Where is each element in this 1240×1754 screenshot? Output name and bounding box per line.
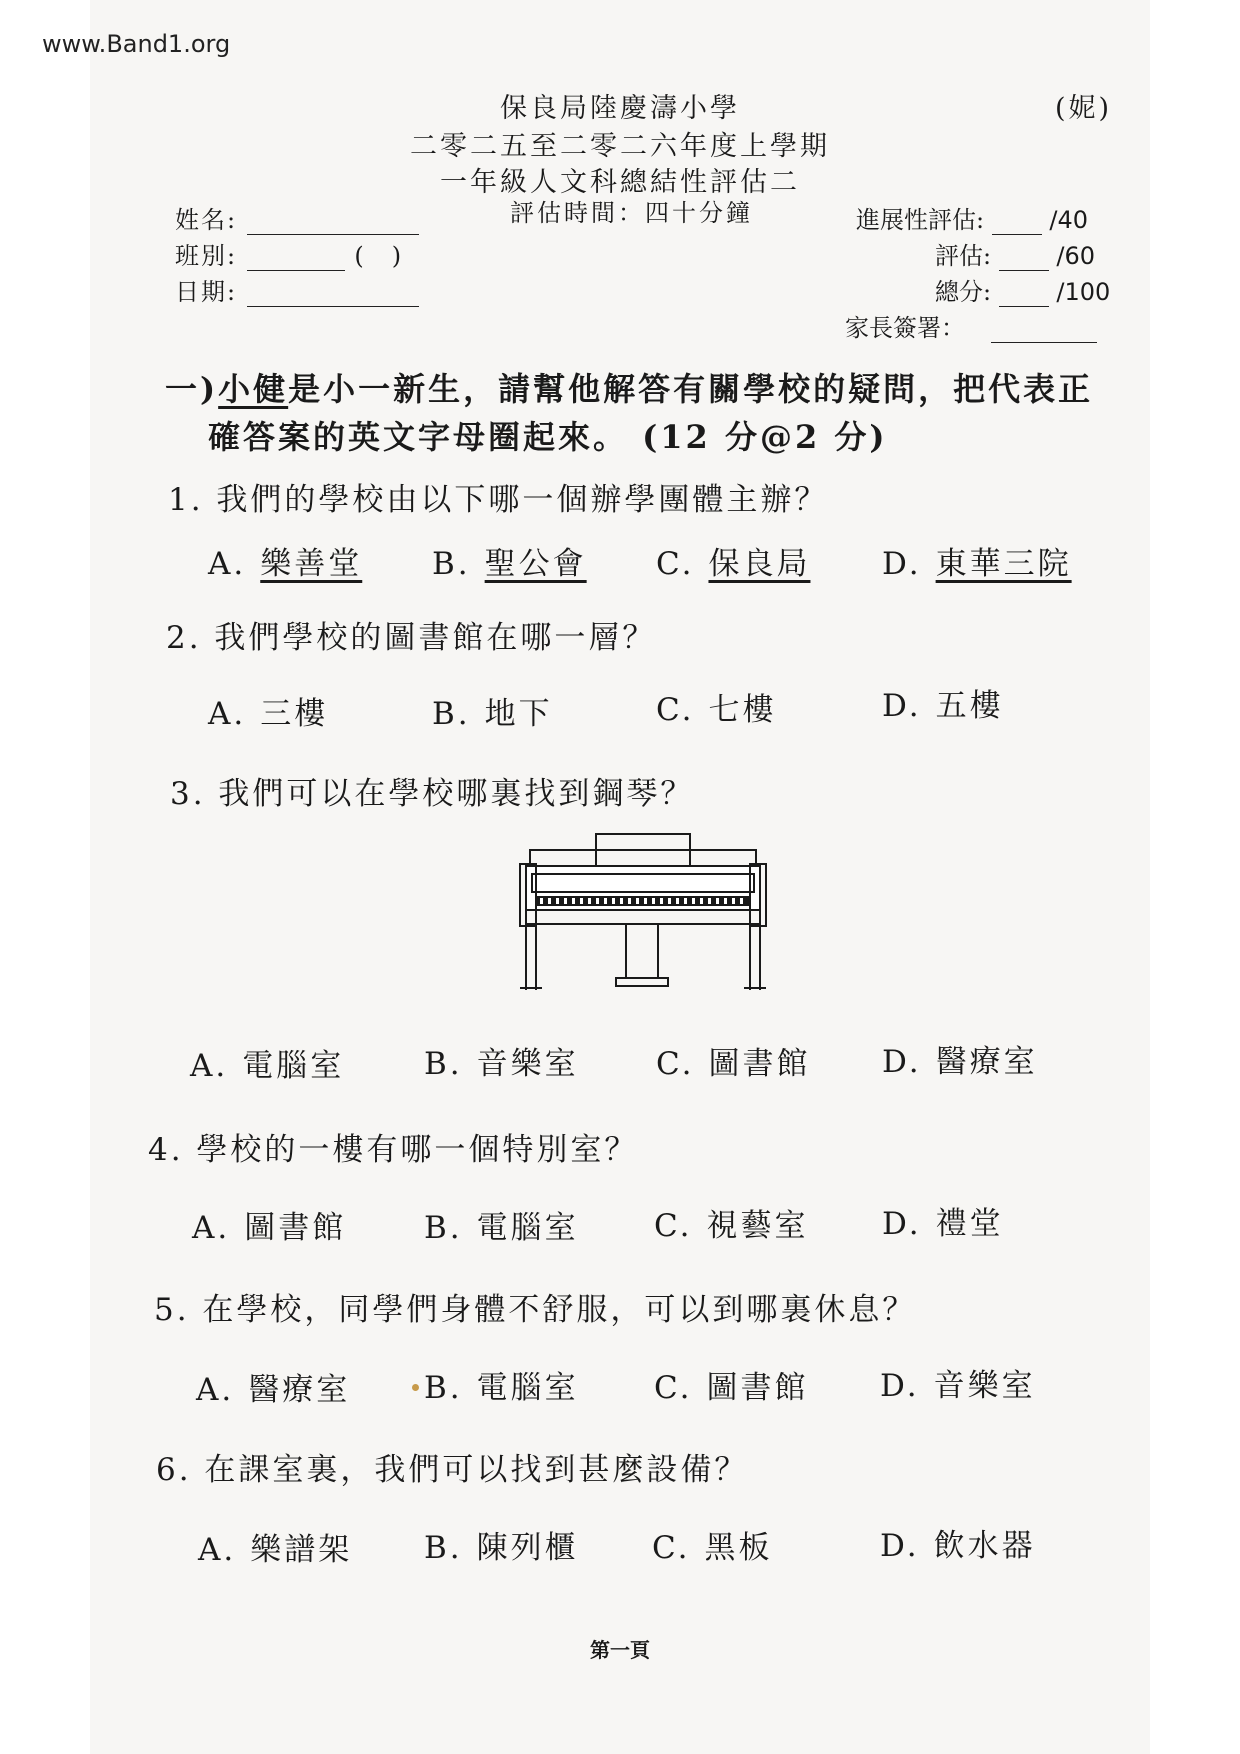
q2-option-b[interactable]: B. 地下 [432,696,553,732]
assessment-score [935,236,1095,271]
paper-tag: (妮) [1055,93,1113,124]
date-field [175,272,419,307]
q1-option-b[interactable]: B. 聖公會 [432,546,587,582]
q3-option-b[interactable]: B. 音樂室 [424,1046,579,1082]
assessment-line [999,244,1049,271]
q1-option-a[interactable]: A. 樂善堂 [208,546,363,582]
name-field [175,200,419,235]
q5-option-a[interactable]: A. 醫療室 [196,1372,351,1408]
section-instruction: 是小一新生，請幫他解答有關學校的疑問，把代表正 [288,370,1094,408]
school-name: 保良局陸慶濤小學 [500,93,740,124]
q2-option-c[interactable]: C. 七樓 [656,692,777,728]
progress-total: /40 [1049,206,1088,234]
question-1: 1. 我們的學校由以下哪一個辦學團體主辦？ [168,482,829,518]
class-field [175,236,403,271]
date-line [247,280,419,307]
question-2: 2. 我們學校的圖書館在哪一層？ [166,620,657,656]
question-3: 3. 我們可以在學校哪裏找到鋼琴？ [170,776,695,812]
class-number: ( ) [354,242,404,270]
signature-line [991,316,1097,343]
q6-option-a[interactable]: A. 樂譜架 [198,1532,353,1568]
q2-option-a[interactable]: A. 三樓 [208,696,329,732]
question-4: 4. 學校的一樓有哪一個特別室？ [148,1132,639,1168]
q6-option-c[interactable]: C. 黑板 [652,1530,773,1566]
piano-music-stand [596,834,690,870]
date-label: 日期: [175,278,238,306]
q2-option-d[interactable]: D. 五樓 [882,688,1004,724]
question-5: 5. 在學校，同學們身體不舒服，可以到哪裏休息？ [154,1292,917,1328]
q5-option-b[interactable]: B. 電腦室 [424,1370,579,1406]
progress-line [992,208,1042,235]
q4-option-a[interactable]: A. 圖書館 [192,1210,347,1246]
piano-top [530,850,756,866]
assessment-total: /60 [1056,242,1095,270]
q3-option-c[interactable]: C. 圖書館 [656,1046,811,1082]
page-number: 第一頁 [590,1638,650,1662]
piano-illustration [518,830,768,992]
progress-label: 進展性評估: [856,206,985,234]
assessment-label: 評估: [935,242,992,270]
q5-option-d[interactable]: D. 音樂室 [880,1368,1036,1404]
piano-leg-left [520,924,542,990]
section-number: 一) [165,370,219,408]
q5-option-c[interactable]: C. 圖書館 [654,1370,809,1406]
piano-leg-right [744,924,766,990]
class-line [247,244,345,271]
signature-label: 家長簽署： [845,314,965,342]
total-line [999,280,1049,307]
total-score [935,272,1110,307]
q3-option-d[interactable]: D. 醫療室 [882,1044,1038,1080]
question-6: 6. 在課室裏，我們可以找到甚麼設備？ [156,1452,749,1488]
progress-score [856,200,1088,235]
section-heading [165,364,1093,410]
exam-subject: 一年級人文科總結性評估二 [440,167,800,198]
q4-option-b[interactable]: B. 電腦室 [424,1210,579,1246]
parent-signature [845,308,1097,343]
q4-option-c[interactable]: C. 視藝室 [654,1208,809,1244]
total-label: 總分: [935,278,992,306]
total-total: /100 [1056,278,1111,306]
class-label: 班別: [175,242,238,270]
q1-option-d[interactable]: D. 東華三院 [882,546,1072,582]
watermark: www.Band1.org [42,30,231,58]
q6-option-d[interactable]: D. 飲水器 [880,1528,1036,1564]
piano-pedal-lyre [616,924,668,986]
stray-mark [412,1384,419,1391]
q6-option-b[interactable]: B. 陳列櫃 [424,1530,579,1566]
q4-option-d[interactable]: D. 禮堂 [882,1206,1004,1242]
q3-option-a[interactable]: A. 電腦室 [190,1048,345,1084]
q1-option-c[interactable]: C. 保良局 [656,546,811,582]
name-line [247,208,419,235]
student-name: 小健 [218,370,289,408]
exam-duration: 評估時間：四十分鐘 [510,199,753,227]
name-label: 姓名: [175,206,238,234]
school-year: 二零二五至二零二六年度上學期 [410,131,830,162]
section-instruction-line2: 確答案的英文字母圈起來。 (12 分@2 分) [208,418,888,456]
